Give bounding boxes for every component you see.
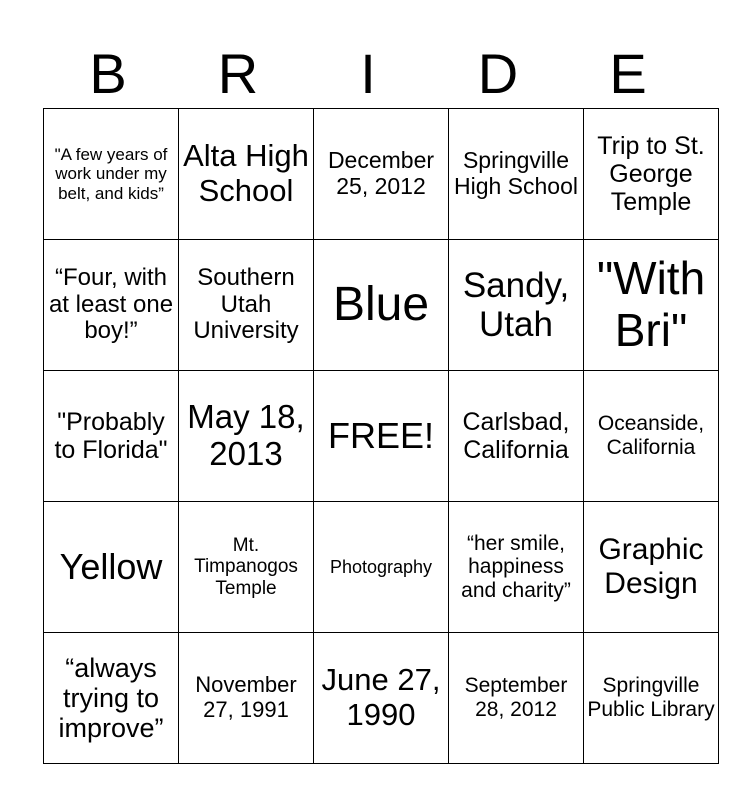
bingo-cell: “Four, with at least one boy!” xyxy=(44,240,179,371)
bingo-cell: Carlsbad, California xyxy=(449,371,584,502)
bingo-cell: Southern Utah University xyxy=(179,240,314,371)
bingo-cell: Alta High School xyxy=(179,109,314,240)
bingo-cell: Springville High School xyxy=(449,109,584,240)
header-letter-i: I xyxy=(360,42,376,105)
bingo-cell: June 27, 1990 xyxy=(314,633,449,764)
bingo-row xyxy=(44,109,719,240)
bingo-cell: Mt. Timpanogos Temple xyxy=(179,502,314,633)
bingo-cell: Blue xyxy=(314,240,449,371)
bingo-cell: "A few years of work under my belt, and kids” xyxy=(44,109,179,240)
bingo-grid xyxy=(43,108,719,764)
bingo-cell: Sandy, Utah xyxy=(449,240,584,371)
bingo-row xyxy=(44,633,719,764)
bingo-cell: May 18, 2013 xyxy=(179,371,314,502)
bingo-cell: Oceanside, California xyxy=(584,371,719,502)
bingo-cell: Trip to St. George Temple xyxy=(584,109,719,240)
bingo-cell: December 25, 2012 xyxy=(314,109,449,240)
bingo-cell: Photography xyxy=(314,502,449,633)
bingo-cell: “always trying to improve” xyxy=(44,633,179,764)
bingo-cell: “her smile, happiness and charity” xyxy=(449,502,584,633)
bingo-cell: Yellow xyxy=(44,502,179,633)
bingo-cell: November 27, 1991 xyxy=(179,633,314,764)
bingo-cell: "Probably to Florida" xyxy=(44,371,179,502)
bingo-cell: Springville Public Library xyxy=(584,633,719,764)
header-letter-e: E xyxy=(609,42,647,105)
bingo-row xyxy=(44,240,719,371)
header-letter-r: R xyxy=(217,42,259,105)
header-letter-d: D xyxy=(477,42,519,105)
bingo-cell: FREE! xyxy=(314,371,449,502)
bingo-row xyxy=(44,371,719,502)
bingo-row xyxy=(44,502,719,633)
header-letter-b: B xyxy=(89,42,127,105)
bingo-cell: Graphic Design xyxy=(584,502,719,633)
bingo-cell: "With Bri" xyxy=(584,240,719,371)
bingo-header xyxy=(43,40,693,108)
bingo-cell: September 28, 2012 xyxy=(449,633,584,764)
